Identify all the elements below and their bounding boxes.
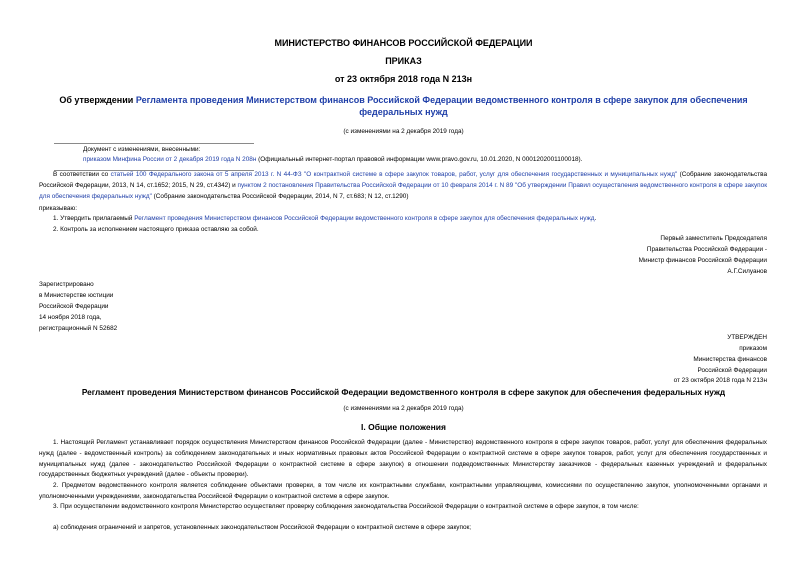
item-2: 2. Контроль за исполнением настоящего приказа оставляю за собой. [53,226,259,233]
section-heading: I. Общие положения [361,422,446,432]
approved-line: Российской Федерации [697,367,767,374]
paragraph-a: а) соблюдения ограничений и запретов, установленных законодательством Российской Федерации о контрактной системе в сфере закупок; [53,524,472,531]
preamble-text: (Собрание законодательства Российской Федерации, 2014, N 7, ст.683; N 12, ст.1290) [151,192,409,200]
resolution-link[interactable]: пунктом 2 постановления Правительства Российской Федерации от 10 февраля 2014 г. N 89 "Об утверждении Правил осуществления ведомственного контроля в сфере закупок для обеспечения федеральных нужд" [39,181,767,200]
registration-number: регистрационный N 52682 [39,325,118,332]
changes-link[interactable]: приказом Минфина России от 2 декабря 2019 года N 208н [83,156,257,163]
paragraph-text: 1. Настоящий Регламент устанавливает порядок осуществления Министерством финансов Российской Федерации (далее - Министерство) ведомственного контроля в сфере закупок товаров, работ, услуг для обеспечения федеральных нужд (далее - ведомственный контроль) за соблюдением законодательных и иных нормативных правовых актов Российской Федерации о контрактной системе в сфере закупок товаров, работ, услуг для обеспечения государственных и муниципальных нужд (далее - законодательство Российской Федерации о контрактной системе в сфере закупок) в отношении подведомственных Министерству заказчиков - федеральных казенных учреждений и федеральных государственных бюджетных учреждений (далее - объекты проверки). [39,439,767,479]
signature-line: Министр финансов Российской Федерации [638,257,767,264]
paragraph-text: 2. Предметом ведомственного контроля является соблюдение объектами проверки, в том числе их контрактными службами, контрактными управляющими, комиссиями по осуществлению закупок, уполномоченными органами и уполномоченными учреждениями, законодательства Российской Федерации о контрактной системе в сфере закупок. [39,482,767,500]
preamble-paragraph [39,170,767,202]
signature-line: Первый заместитель Председателя [660,235,767,242]
reglament-title: Регламент проведения Министерством финансов Российской Федерации ведомственного контроля в сфере закупок для обеспечения федеральных нужд [81,387,726,397]
registration-line: Зарегистрировано [39,281,94,288]
signature-line: Правительства Российской Федерации - [646,246,767,253]
order-date-number: от 23 октября 2018 года N 213н [334,74,473,84]
paragraph-3: 3. При осуществлении ведомственного контроля Министерство осуществляет проверку соблюдения законодательства Российской Федерации о контрактной системе в сфере закупок, в том числе: [53,503,639,510]
reglament-link[interactable]: Регламент проведения Министерством финансов Российской Федерации ведомственного контроля в сфере закупок для обеспечения федеральных нужд [134,215,595,222]
paragraph-1 [39,438,767,481]
approved-line: от 23 октября 2018 года N 213н [673,377,767,384]
reglament-amended-note: (с изменениями на 2 декабря 2019 года) [343,405,464,412]
paragraph-2 [39,481,767,503]
ministry-heading: МИНИСТЕРСТВО ФИНАНСОВ РОССИЙСКОЙ ФЕДЕРАЦИИ [274,38,533,48]
law-link[interactable]: статьей 100 Федерального закона от 5 апреля 2013 г. N 44-ФЗ "О контрактной системе в сфере закупок товаров, работ, услуг для обеспечения государственных и муниципальных нужд" [110,171,678,178]
divider [54,143,254,144]
approved-line: приказом [739,345,767,352]
registration-line: в Министерстве юстиции [39,292,114,299]
approved-line: Министерства финансов [693,356,767,363]
title-link-continued[interactable]: федеральных нужд [359,107,448,117]
order-title [0,95,807,105]
approved-line: УТВЕРЖДЕН [727,334,767,341]
item-1-prefix: 1. Утвердить прилагаемый [53,215,135,222]
item-1-suffix: . [594,215,597,222]
order-word: приказываю: [39,205,77,212]
item-1 [53,215,596,222]
changes-source: (Официальный интернет-портал правовой информации www.pravo.gov.ru, 10.01.2020, N 0001202001100018). [256,156,583,163]
amended-note: (с изменениями на 2 декабря 2019 года) [343,128,464,135]
changes-label: Документ с изменениями, внесенными: [83,146,201,153]
registration-line: 14 ноября 2018 года, [39,314,102,321]
signatory-name: А.Г.Силуанов [727,268,767,275]
registration-line: Российской Федерации [39,303,109,310]
title-link[interactable]: Регламента проведения Министерством финансов Российской Федерации ведомственного контроля в сфере закупок для обеспечения [135,95,748,105]
title-prefix: Об утверждении [59,95,136,105]
changes-line [83,156,582,163]
preamble-text: (Собрание законодательства Российской Федерации, 2013, N 14, ст.1652; 2015, N 29, ст.4342) и [39,171,768,189]
preamble-text: В соответствии со [53,171,111,178]
document-type: ПРИКАЗ [385,56,422,66]
